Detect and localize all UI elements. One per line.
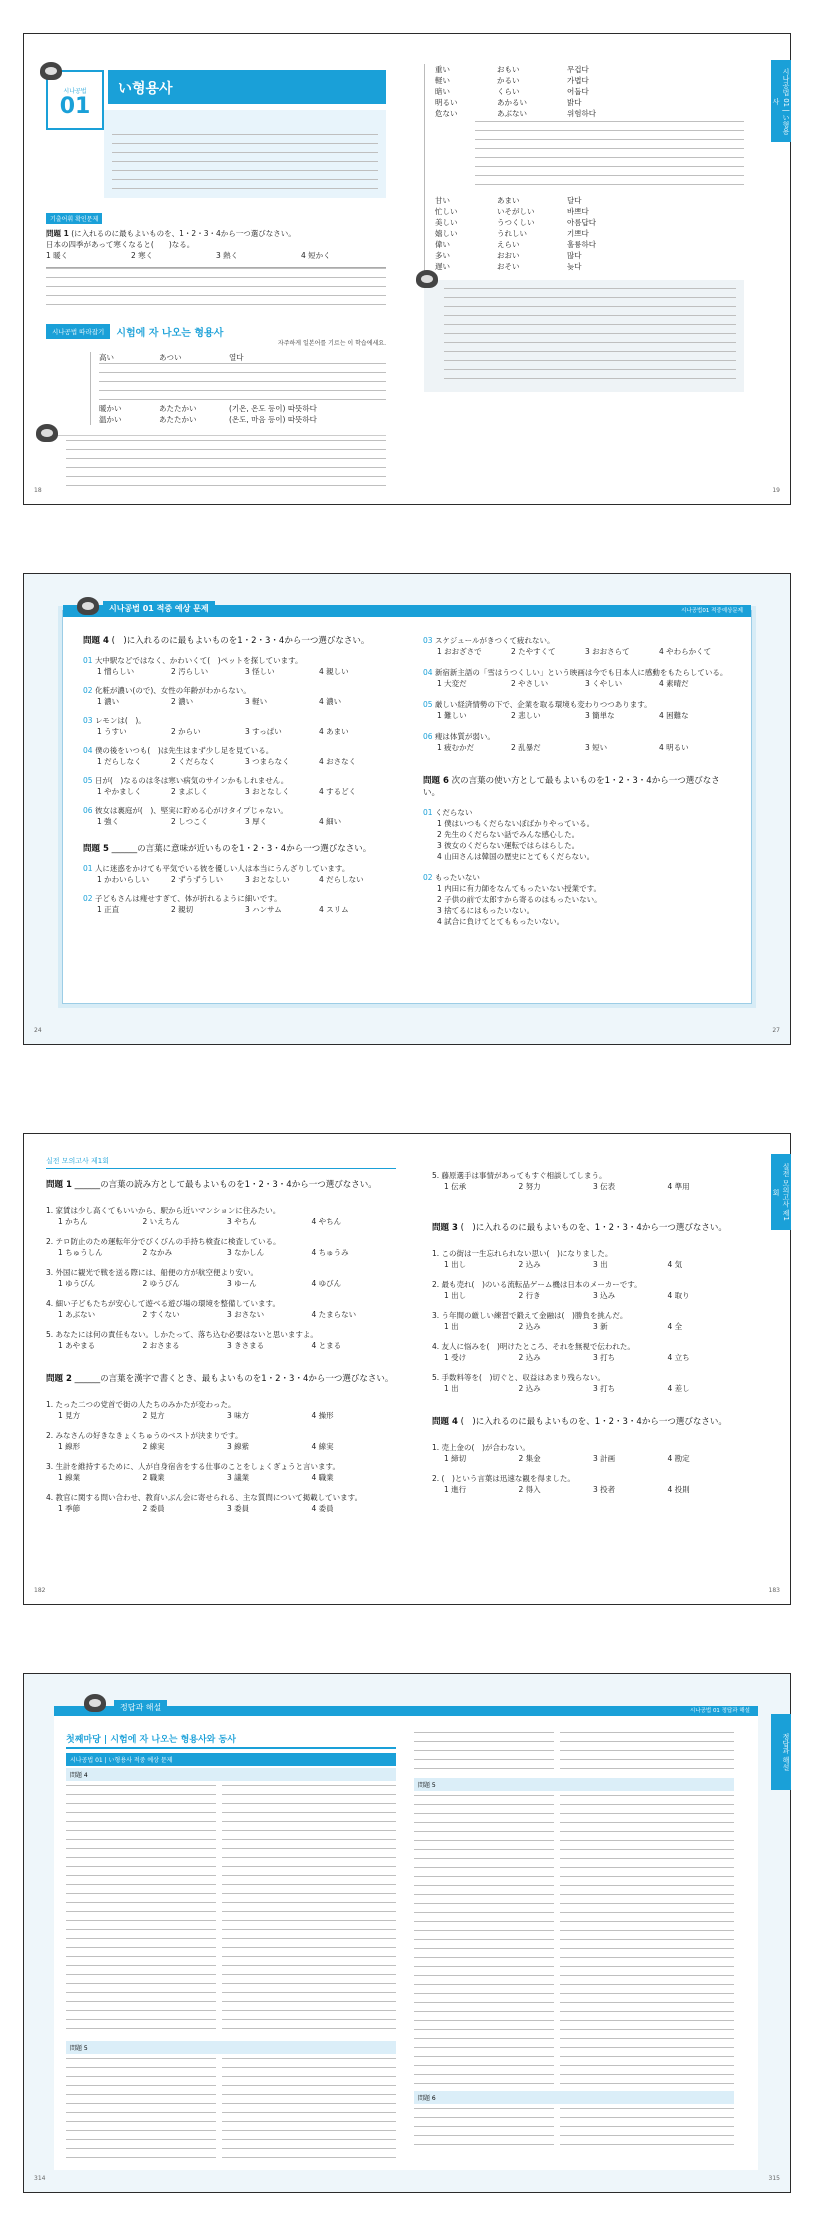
choice[interactable]: 4 濃い	[319, 697, 342, 706]
choice[interactable]: 2 見方	[142, 1411, 165, 1420]
page-number-right: 19	[772, 487, 780, 494]
question-recap	[414, 1795, 554, 2085]
choice[interactable]: 4 立ち	[667, 1353, 690, 1362]
page-number-left: 314	[34, 2175, 46, 2182]
choice[interactable]: 2 努力	[518, 1182, 541, 1191]
pretest-q-label: 問題 1	[46, 229, 69, 238]
left-page	[46, 70, 386, 488]
section-title: 첫째마당 | 시험에 자 나오는 형용사와 동사	[66, 1732, 396, 1749]
choice[interactable]: 4 とまる	[311, 1341, 342, 1350]
q5-instruction: ______の言葉に意味が近いものを1・2・3・4から一つ選びなさい。	[111, 844, 372, 854]
q5-band: 問題 5	[66, 2041, 396, 2054]
choice[interactable]: 1 伝承	[444, 1182, 467, 1191]
choice[interactable]: 1 憎らしい	[97, 667, 135, 676]
answer-block	[414, 1795, 734, 2085]
mascot-icon	[77, 597, 99, 615]
choice[interactable]: 2 汚らしい	[171, 667, 209, 676]
page-number-right: 27	[772, 1027, 780, 1034]
choice[interactable]: 3 線紫	[227, 1442, 250, 1451]
vocab-row: 重い おもい 무겁다	[435, 65, 589, 74]
choice[interactable]: 4 素晴だ	[659, 679, 689, 688]
choice[interactable]: 1 あぶない	[58, 1310, 96, 1319]
vocab-row: 嬉しい うれしい 기쁘다	[435, 229, 589, 238]
choice[interactable]: 3 簡単な	[585, 711, 615, 720]
choice[interactable]: 4 操形	[311, 1411, 334, 1420]
lesson-badge-num: 01	[59, 94, 91, 119]
choice[interactable]: 3 議業	[227, 1473, 250, 1482]
q4-band: 問題 4	[66, 1768, 396, 1781]
q6-instruction: 次の言葉の使い方として最もよいものを1・2・3・4から一つ選びなさい。	[423, 776, 720, 798]
choice[interactable]: 2 委員	[142, 1504, 165, 1513]
sub-title-note: 자주하게 일본어를 기르는 이 학습에세요.	[277, 340, 386, 347]
pretest-explanation	[46, 267, 386, 308]
choice[interactable]: 1 うすい	[97, 727, 127, 736]
vocab-list-right	[424, 64, 744, 272]
q1-label: 問題 1	[46, 1180, 72, 1190]
choice[interactable]: 2 込み	[518, 1353, 541, 1362]
q6-label: 問題 6	[423, 776, 449, 786]
right-column	[414, 1732, 734, 2148]
choice[interactable]: 1 線業	[58, 1473, 81, 1482]
question-item: 05 厳しい経済情勢の下で、企業を取る環境も変わりつつあります。 1 難しい 2 悲しい 3 簡単な 4 困難な	[423, 699, 733, 721]
choice[interactable]: 3 おおさらて	[585, 647, 630, 656]
choice[interactable]: 4 明るい	[659, 743, 689, 752]
choice[interactable]: 2 からい	[171, 727, 201, 736]
choice[interactable]: 2 乱暴だ	[511, 743, 541, 752]
question-item: 01 人に迷惑をかけても平気でいる彼を優しい人は本当にうんざりしています。 1 かわいらしい 2 ずうずうしい 3 おとなしい 4 だらしない	[83, 863, 393, 885]
tip-box	[46, 435, 386, 488]
choice[interactable]: 4 全	[667, 1322, 683, 1331]
chapter-tab[interactable]: 실전 모의고사 제1회	[771, 1154, 791, 1230]
answer-block	[414, 1732, 734, 1772]
choice[interactable]: 2 おさまる	[142, 1341, 180, 1350]
sub-title-label: 시나공법 따라잡기	[46, 324, 110, 339]
question-recap	[66, 1785, 216, 2035]
choice[interactable]: 1 内田に有力師をなんてもったいない授業です。	[437, 884, 602, 893]
grammar-note-text	[444, 288, 736, 384]
choice[interactable]: 2 ゆうびん	[142, 1279, 180, 1288]
spread-page-3	[23, 1133, 791, 1605]
q5-label: 問題 5	[83, 844, 109, 854]
choice[interactable]: 4 投則	[667, 1485, 690, 1494]
choice[interactable]: 3 すっぱい	[245, 727, 282, 736]
explanation	[560, 1795, 734, 2085]
grammar-note-box	[424, 280, 744, 392]
vocab-note	[99, 363, 386, 403]
choice[interactable]: 1 ゆうびん	[58, 1279, 96, 1288]
choice[interactable]: 3 やちん	[227, 1217, 257, 1226]
choice[interactable]: 2 集金	[518, 1454, 541, 1463]
choice[interactable]: 4 山田さんは韓国の歴史にとてもくだらない。	[437, 852, 595, 861]
choice[interactable]: 3 ゆーん	[227, 1279, 257, 1288]
vocab-row: 温かい あたたかい (온도, 마음 등이) 따뜻하다	[99, 415, 317, 424]
choice[interactable]: 3 おさない	[227, 1310, 265, 1319]
choice[interactable]: 1 正直	[97, 905, 120, 914]
choice[interactable]: 4 短かく	[301, 251, 331, 260]
choice[interactable]: 4 気	[667, 1260, 683, 1269]
choice[interactable]: 1 難しい	[437, 711, 467, 720]
answer-block	[414, 2108, 734, 2148]
choice[interactable]: 1 疲むかだ	[437, 743, 475, 752]
choice[interactable]: 2 親切	[171, 905, 194, 914]
question-recap	[414, 1732, 554, 1772]
choice[interactable]: 4 おさなく	[319, 757, 357, 766]
question-item: 4. 細い子どもたちが安心して遊べる遊び場の環境を整備しています。 1 あぶない 2 すくない 3 おさない 4 たまらない	[46, 1298, 396, 1320]
choice[interactable]: 3 新	[593, 1322, 608, 1331]
pretest-example: 日本の四季があって寒くなると( )なる。	[46, 240, 195, 249]
exercise-sheet	[62, 604, 752, 1004]
choice[interactable]: 1 進行	[444, 1485, 467, 1494]
question-item: 04 僕の後をいつも( )は先生はまず少し足を見ている。 1 だらしなく 2 くだらなく 3 つまらなく 4 おさなく	[83, 745, 393, 767]
choice[interactable]: 3 きさまる	[227, 1341, 265, 1350]
choice[interactable]: 3 ハンサム	[245, 905, 282, 914]
choice[interactable]: 3 くやしい	[585, 679, 623, 688]
mascot-icon	[416, 270, 438, 288]
vocab-note	[475, 121, 744, 193]
header-right-label: 시나공법01 적중예상문제	[681, 608, 743, 614]
vocab-row: 偉い えらい 훌륭하다	[435, 240, 596, 249]
question-item: 3. う年間の厳しい練習で鍛えて金融は( )勝負を挑んだ。 1 出 2 込み 3 新 4 全	[432, 1310, 742, 1332]
sub-section	[46, 324, 386, 488]
choice[interactable]: 1 あやまる	[58, 1341, 96, 1350]
question-item: 5. あなたには何の責任もない。しかたって、落ち込む必要はないと思いますよ。 1 あやまる 2 おさまる 3 きさまる 4 とまる	[46, 1329, 396, 1351]
choice[interactable]: 1 締切	[444, 1454, 467, 1463]
right-page	[424, 64, 744, 392]
spread-page-4	[23, 1673, 791, 2193]
choice[interactable]: 4 勘定	[667, 1454, 690, 1463]
choice[interactable]: 3 込み	[593, 1291, 616, 1300]
choice[interactable]: 3 投者	[593, 1485, 616, 1494]
choice[interactable]: 1 出	[444, 1322, 459, 1331]
vocab-row: 高い あつい 열다	[99, 353, 244, 362]
choice[interactable]: 1 季節	[58, 1504, 81, 1513]
header-label: 실전 모의고사 제1회	[46, 1156, 396, 1169]
choice[interactable]: 2 線実	[142, 1442, 165, 1451]
choice[interactable]: 3 短い	[585, 743, 608, 752]
choice[interactable]: 2 ずうずうしい	[171, 875, 224, 884]
page-number-left: 18	[34, 487, 42, 494]
question-recap	[414, 2108, 554, 2148]
choice[interactable]: 4 準用	[667, 1182, 690, 1191]
right-column	[423, 635, 733, 927]
question-item: 1. この街は一生忘れられない思い( )になりました。 1 出し 2 込み 3 出 4 気	[432, 1248, 742, 1270]
vocab-row: 軽い かるい 가볍다	[435, 76, 589, 85]
question-item: 03 レモンは( )。 1 うすい 2 からい 3 すっぱい 4 あまい	[83, 715, 393, 737]
left-page	[46, 1156, 396, 1514]
choice[interactable]: 3 怪しい	[245, 667, 275, 676]
question-item: 05 日が( )なるのは冬は寒い病気のサインかもしれません。 1 やかましく 2 まぶしく 3 おとなしく 4 するどく	[83, 775, 393, 797]
lesson-badge-label: 시나공법	[63, 88, 87, 95]
q3-label: 問題 3	[432, 1223, 458, 1233]
choice[interactable]: 3 軽い	[245, 697, 268, 706]
q6-band: 問題 6	[414, 2091, 734, 2104]
question-item: 06 痩は体質が弱い。 1 疲むかだ 2 乱暴だ 3 短い 4 明るい	[423, 731, 733, 753]
q5-band: 問題 5	[414, 1778, 734, 1791]
vocab-row: 明るい あかるい 밝다	[435, 98, 582, 107]
page-number-right: 183	[768, 1587, 780, 1594]
choice[interactable]: 1 濃い	[97, 697, 120, 706]
choice[interactable]: 1 おおざさで	[437, 647, 482, 656]
choice[interactable]: 2 込み	[518, 1384, 541, 1393]
choice[interactable]: 4 職業	[311, 1473, 334, 1482]
q4-instruction: ( )に入れるのに最もよいものを1・2・3・4から一つ選びなさい。	[111, 636, 370, 646]
answer-sheet	[54, 1703, 758, 2170]
choice[interactable]: 4 するどく	[319, 787, 357, 796]
question-item: 1. 売上金の( )が合わない。 1 締切 2 集金 3 計画 4 勘定	[432, 1442, 742, 1464]
choice[interactable]: 3 厚く	[245, 817, 268, 826]
question-item: 5. 藤原選手は事情があってもすぐ相談してしまう。 1 伝承 2 努力 3 伝表 4 準用	[432, 1170, 742, 1192]
left-column	[66, 1732, 396, 2158]
answer-block	[66, 1785, 396, 2035]
choice[interactable]: 1 強く	[97, 817, 120, 826]
choice[interactable]: 4 スリム	[319, 905, 349, 914]
choice[interactable]: 3 捨てるにはもったいない。	[437, 906, 535, 915]
q4-label: 問題 4	[432, 1417, 458, 1427]
sub-label: 시나공법 01 | い형용사 적중 예상 문제	[66, 1753, 396, 1766]
question-item: 02 化粧が濃い(ので)、女性の年齢がわからない。 1 濃い 2 濃い 3 軽い 4 濃い	[83, 685, 393, 707]
choice[interactable]: 2 子供の前で太郎すから寄るのはもったいない。	[437, 895, 602, 904]
q3-instruction: ( )に入れるのに最もよいものを、1・2・3・4から一つ選びなさい。	[460, 1223, 727, 1233]
question-item: 06 彼女は裏庭が( )、堅実に貯める心がけタイプじゃない。 1 強く 2 しつこく 3 厚く 4 細い	[83, 805, 393, 827]
choice[interactable]: 4 差し	[667, 1384, 690, 1393]
question-item: 3. 生計を維持するために、人が自身宿舎をする仕事のことをしょくぎょうと言います。 1 線業 2 職業 3 議業 4 職業	[46, 1461, 396, 1483]
question-item: 2. ( )という言葉は迅速な観を得ました。 1 進行 2 得入 3 投者 4 投則	[432, 1473, 742, 1495]
question-item: 2. テロ防止のため運転年分でびくびんの手持ち検査に検査している。 1 ちゅうしん 2 なかみ 3 なかしん 4 ちゅうみ	[46, 1236, 396, 1258]
q2-label: 問題 2	[46, 1374, 72, 1384]
sub-title: 시험에 자 나오는 형용사	[116, 328, 224, 339]
vocab-row: 暗い くらい 어둡다	[435, 87, 589, 96]
question-item: 2. 最も売れ( )のいる流転品ゲーム機は日本のメーカーです。 1 出し 2 行き 3 込み 4 取り	[432, 1279, 742, 1301]
lesson-badge	[46, 70, 104, 130]
tip-text	[66, 440, 386, 488]
choice[interactable]: 2 得入	[518, 1485, 541, 1494]
question-item: 04 新宿新主語の「雪はうつくしい」という映画は今でも日本人に感動をもたらしている。 1 大変だ 2 やさしい 3 くやしい 4 素晴だ	[423, 667, 733, 689]
choice[interactable]: 1 ちゅうしん	[58, 1248, 103, 1257]
choice[interactable]: 2 すくない	[142, 1310, 180, 1319]
question-item: 01 大中駅などではなく、かわいくて( )ペットを探しています。 1 憎らしい 2 汚らしい 3 怪しい 4 親しい	[83, 655, 393, 677]
intro-text	[112, 134, 378, 190]
choice[interactable]: 4 線実	[311, 1442, 334, 1451]
spread-page-2	[23, 573, 791, 1045]
choice[interactable]: 4 委員	[311, 1504, 334, 1513]
choice[interactable]: 2 寒く	[131, 251, 154, 260]
pretest-label: 기출어휘 확인문제	[46, 213, 102, 224]
choice[interactable]: 4 あまい	[319, 727, 349, 736]
question-item: 1. たった二つの党首で街の人たちのみかたが変わった。 1 見方 2 見方 3 味方 4 操形	[46, 1399, 396, 1421]
explanation	[560, 2108, 734, 2148]
vocab-row: 危ない あぶない 위험하다	[435, 109, 596, 118]
choice[interactable]: 3 おとなしく	[245, 787, 290, 796]
question-recap	[66, 2058, 216, 2158]
choice[interactable]: 3 熱く	[216, 251, 239, 260]
choice[interactable]: 4 ちゅうみ	[311, 1248, 349, 1257]
choice[interactable]: 2 悲しい	[511, 711, 541, 720]
explanation	[222, 1785, 396, 2035]
q4-instruction: ( )に入れるのに最もよいものを、1・2・3・4から一つ選びなさい。	[460, 1417, 727, 1427]
choice[interactable]: 2 行き	[518, 1291, 541, 1300]
choice[interactable]: 2 くだらなく	[171, 757, 216, 766]
page-number-right: 315	[768, 2175, 780, 2182]
chapter-tab[interactable]: 정답과 해설	[771, 1714, 791, 1790]
choice[interactable]: 1 僕はいつもくだらないぼばかりやっている。	[437, 819, 595, 828]
choice[interactable]: 3 彼女のくだらない運転ではらはらした。	[437, 841, 580, 850]
question-item: 2. みなさんの好きなきょくちゅうのベストが決まりです。 1 線形 2 線実 3 線紫 4 線実	[46, 1430, 396, 1452]
choice[interactable]: 4 ゆびん	[311, 1279, 342, 1288]
page-number-left: 24	[34, 1027, 42, 1034]
choice[interactable]: 3 おとなしい	[245, 875, 290, 884]
choice[interactable]: 3 打ち	[593, 1384, 616, 1393]
pretest-choices	[46, 250, 386, 261]
question-item: 02 子どもさんは痩せすぎて、体が折れるように細いです。 1 正直 2 親切 3 ハンサム 4 スリム	[83, 893, 393, 915]
choice[interactable]: 1 やかましく	[97, 787, 142, 796]
choice[interactable]: 2 込み	[518, 1260, 541, 1269]
mascot-icon	[36, 424, 58, 442]
vocab-row: 暖かい あたたかい (기온, 온도 등이) 따뜻하다	[99, 404, 317, 413]
choice[interactable]: 2 まぶしく	[171, 787, 209, 796]
choice[interactable]: 4 取り	[667, 1291, 690, 1300]
choice[interactable]: 3 伝表	[593, 1182, 616, 1191]
choice[interactable]: 2 いえちん	[142, 1217, 180, 1226]
lesson-title: い형용사	[108, 70, 386, 104]
question-item: 03 スケジュールがきつくて疲れない。 1 おおざさで 2 たやすくて 3 おおさらて 4 やわらかくて	[423, 635, 733, 657]
choice[interactable]: 2 たやすくて	[511, 647, 556, 656]
choice[interactable]: 1 大変だ	[437, 679, 467, 688]
choice[interactable]: 4 親しい	[319, 667, 349, 676]
choice[interactable]: 2 なかみ	[142, 1248, 173, 1257]
choice[interactable]: 3 つまらなく	[245, 757, 290, 766]
choice[interactable]: 4 やわらかくて	[659, 647, 712, 656]
q2-instruction: ______の言葉を漢字で書くとき、最もよいものを1・2・3・4から一つ選びなさい。	[74, 1374, 394, 1384]
pretest-q-text: (に入れるのに最もよいものを、1・2・3・4から一つ選びなさい。	[71, 229, 296, 238]
choice[interactable]: 4 たまらない	[311, 1310, 357, 1319]
choice[interactable]: 1 出し	[444, 1260, 467, 1269]
mascot-icon	[84, 1694, 106, 1712]
choice[interactable]: 1 出	[444, 1384, 459, 1393]
choice[interactable]: 2 濃い	[171, 697, 194, 706]
choice[interactable]: 1 かわいらしい	[97, 875, 150, 884]
choice[interactable]: 2 込み	[518, 1322, 541, 1331]
explanation	[560, 1732, 734, 1772]
answer-block	[66, 2058, 396, 2158]
question-item: 3. 外国に観光で戦を送る際には、船便の方が航空便より安い。 1 ゆうびん 2 ゆうびん 3 ゆーん 4 ゆびん	[46, 1267, 396, 1289]
section-header: 시나공법 01 적중 예상 문제	[103, 601, 215, 616]
header-right-label: 시나공법 01 정답과 해설	[689, 1708, 750, 1714]
choice[interactable]: 1 かちん	[58, 1217, 88, 1226]
section-header: 정답과 해설	[114, 1700, 167, 1715]
choice[interactable]: 2 先生のくだらない話でみんな感心した。	[437, 830, 580, 839]
vocab-row: 甘い あまい 달다	[435, 196, 582, 205]
left-column	[83, 635, 393, 915]
choice[interactable]: 1 だらしなく	[97, 757, 142, 766]
spread-page-1	[23, 33, 791, 505]
question-item: 01 くだらない 1 僕はいつもくだらないぼばかりやっている。 2 先生のくだらない話でみんな感心した。 3 彼女のくだらない運転ではらはらした。 4 山田さんは韓国の歴史にとてもくだらない。	[423, 807, 733, 862]
vocab-row: 遅い おそい 늦다	[435, 262, 582, 271]
question-item: 1. 家賃は少し高くてもいいから、駅から近いマンションに住みたい。 1 かちん 2 いえちん 3 やちん 4 やちん	[46, 1205, 396, 1227]
choice[interactable]: 3 出	[593, 1260, 608, 1269]
choice[interactable]: 2 職業	[142, 1473, 165, 1482]
explanation	[222, 2058, 396, 2158]
pretest-box	[46, 206, 386, 308]
choice[interactable]: 2 しつこく	[171, 817, 209, 826]
question-item: 02 もったいない 1 内田に有力師をなんてもったいない授業です。 2 子供の前で太郎すから寄るのはもったいない。 3 捨てるにはもったいない。 4 試合に負けてとてももったいない。	[423, 872, 733, 927]
lesson-intro	[104, 110, 386, 198]
right-page	[432, 1170, 742, 1495]
page-number-left: 182	[34, 1587, 46, 1594]
choice[interactable]: 1 線形	[58, 1442, 81, 1451]
vocab-row: 美しい うつくしい 아름답다	[435, 218, 596, 227]
question-item: 4. 友人に悩みを( )明けたところ、それを無視で伝われた。 1 受け 2 込み 3 打ち 4 立ち	[432, 1341, 742, 1363]
choice[interactable]: 4 やちん	[311, 1217, 342, 1226]
mascot-icon	[40, 62, 62, 80]
choice[interactable]: 3 計画	[593, 1454, 616, 1463]
vocab-list-left	[90, 352, 386, 425]
choice[interactable]: 2 やさしい	[511, 679, 549, 688]
choice[interactable]: 1 受け	[444, 1353, 467, 1362]
question-item: 4. 教官に関する問い合わせ、教育いぶん会に寄せられる、主な質問について掲載しています。 1 季節 2 委員 3 委員 4 委員	[46, 1492, 396, 1514]
vocab-row: 忙しい いそがしい 바쁘다	[435, 207, 589, 216]
choice[interactable]: 3 委員	[227, 1504, 250, 1513]
choice[interactable]: 4 困難な	[659, 711, 689, 720]
chapter-tab[interactable]: 시나공법 01 | い형용사	[771, 60, 791, 142]
choice[interactable]: 1 見方	[58, 1411, 81, 1420]
choice[interactable]: 3 なかしん	[227, 1248, 265, 1257]
choice[interactable]: 1 出し	[444, 1291, 467, 1300]
vocab-row: 多い おおい 많다	[435, 251, 582, 260]
choice[interactable]: 4 だらしない	[319, 875, 364, 884]
choice[interactable]: 1 暖く	[46, 251, 69, 260]
choice[interactable]: 4 試合に負けてとてももったいない。	[437, 917, 565, 926]
choice[interactable]: 4 細い	[319, 817, 342, 826]
choice[interactable]: 3 打ち	[593, 1353, 616, 1362]
question-item: 5. 手数料等を( )切ぐと、収益はあまり残らない。 1 出 2 込み 3 打ち 4 差し	[432, 1372, 742, 1394]
q4-label: 問題 4	[83, 636, 109, 646]
choice[interactable]: 3 味方	[227, 1411, 250, 1420]
q1-instruction: ______の言葉の読み方として最もよいものを1・2・3・4から一つ選びなさい。	[74, 1180, 377, 1190]
